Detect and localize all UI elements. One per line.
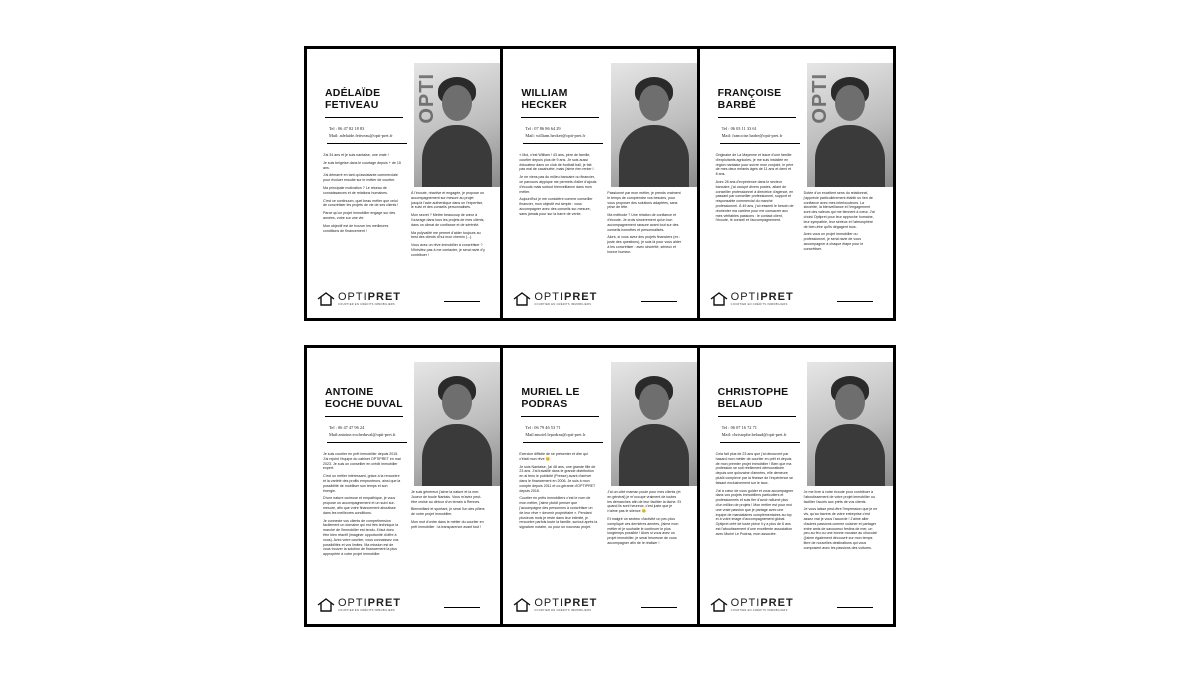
- bio-para: Je suis Nantaise, j'ai 48 ans, une grande fille de 23 ans. J'ai travaillé dans le grande distribution en ai tenu le publicité (Presse) avant d'arriver dans le financement en 2006. Je suis à mon compte depuis 2011 et co-gérante d'OPTIPRET depuis 2016.: [519, 464, 596, 493]
- divider: [521, 117, 599, 118]
- bio-right: [411, 191, 485, 261]
- bio-para: Je ne viens pas du milieu bancaire ou financier, ce parcours atypique me permets d'aller d'ajouts d'écouts mais surtout bienveillance dans mon métier.: [519, 175, 597, 194]
- bio-para: Aujourd'hui je me considère comme conseiller financier, mon objectif est simple : vous accompagner avec des conseils sur-mesure, sans jamais pour sur la barre de vente.: [519, 197, 593, 216]
- logo-word-second: PRET: [367, 597, 402, 609]
- optipret-logo: [710, 598, 794, 612]
- bio-left: [716, 153, 794, 226]
- head-shape: [835, 85, 865, 121]
- bio-left: [323, 153, 401, 236]
- divider: [327, 442, 407, 443]
- bio-para: « Moi, c'est William ! 43 ans, père de famille, courtier depuis plus de 9 ans. Je suis aussi éducateur dans un club de football ball, je fait pas mal de cacahuète, mais j'aime rien renier !.: [519, 153, 595, 172]
- advisor-photo: [807, 362, 893, 486]
- logo-tagline: COURTIER EN CRÉDITS IMMOBILIERS: [338, 609, 395, 612]
- body-shape: [619, 125, 689, 187]
- advisor-photo: [611, 362, 697, 486]
- contact-block: [722, 125, 800, 139]
- logo-word-first: OPTI: [534, 291, 564, 303]
- bio-para: Je suis belgeise dans le courtage depuis + de 15 ans.: [323, 160, 401, 170]
- phone: Tel : 06 79 46 53 71: [525, 425, 561, 430]
- bio-para: Mon secret ? Mettre beaucoup de cœur à l'ouvrage dans tous les projets de mes clients, dans un climat de confiance et de sérénité.: [411, 213, 485, 227]
- body-shape: [815, 125, 885, 187]
- email: Mail:muriel.lepodras@opti-pret.fr: [525, 432, 586, 437]
- bio-left: [716, 452, 794, 540]
- house-icon: [317, 598, 335, 612]
- divider: [523, 143, 603, 144]
- logo-tagline: COURTIER EN CRÉDITS IMMOBILIERS: [338, 303, 395, 306]
- bio-para: C'est ce continuum, quel beau métier que celui de concrétiser les projets de vie de ses clients !: [323, 198, 399, 208]
- bio-para: Cela fait plus de 23 ans que j'ai découvert par hasard mon métier de courtier en prêt et depuis de mon premier projet immobilier ! Bien que ma profession se soit réellement démocratisée depuis une quinzaine d'années, elle demeure plutôt complexe par la finesse de l'expérience se faisant exclusivement sur le taux.: [715, 452, 794, 485]
- signature-line: [444, 607, 480, 608]
- email: Mail:antoine.eocheduval@opti-pret.fr: [329, 432, 396, 437]
- signature-line: [641, 301, 677, 302]
- advisor-name: MURIEL LE PODRAS: [521, 386, 580, 410]
- bio-left: [519, 452, 597, 533]
- bio-para: J'ai 34 ans et je suis nantaise, une vraie !: [323, 153, 389, 157]
- bio-right: [607, 191, 681, 258]
- logo-word-first: OPTI: [338, 597, 368, 609]
- body-shape: [422, 125, 492, 187]
- bio-para: Je vous laisse peut-être l'impression que je ne vis, qu'au travers de votre entreprise c'est assez vrai je vous l'accorde ! J'aime aller d'autres passions comme cuisiner et partager entre amis de savoureux festins de mer, un peu au feu ou une bonne mousse au chocolat (j'aime également découvrir sur mon temps libre de nouvelles destinations qui vous composent avec les passions des voitures.: [803, 507, 878, 550]
- bio-para: Je suis courtier en prêt immobilier depuis 2015. J'ai rejoint l'équipe du cabinet OPTIPRET en mai 2023. Je suis un conseiller en crédit immobilier expert.: [323, 452, 401, 471]
- bio-para: Ma principale motivation ? Le réseau de connaissances et de relations humaines.: [323, 185, 388, 195]
- bio-para: C'est un métier intéressant, grâce à la rencontre et la variété des profils emprunteurs, ainsi que la possibilité de mobiliser son temps et son énergie.: [323, 474, 401, 493]
- logo-word-second: PRET: [367, 291, 402, 303]
- phone: Tel : 06 03 11 33 61: [721, 126, 757, 131]
- advisor-name: ANTOINE EOCHE DUVAL: [325, 386, 403, 410]
- logo-word-second: PRET: [564, 291, 598, 303]
- bio-para: J'ai à cœur de vous guider et vous accompagner dans vos projets immobiliers particuliers et professionnels et suis fier d'avoir rallumé plus d'un million de projets ! Mon métier est pour moi une vraie passion que je partage avec une équipe de mandataires complémentaires au top et à votre image d'accompagnement global. Optipret créé de toute pièce il y a plus de 6 ans est l'aboutissement d'une excellente association avec Muriel Le Podras, mon associée.: [715, 488, 794, 536]
- head-shape: [442, 85, 472, 121]
- divider: [325, 117, 403, 118]
- phone: Tel : 07 86 86 64 29: [525, 126, 561, 131]
- advisor-photo: [611, 63, 697, 187]
- bio-para: Passionné par mon métier, je prends vraiment le temps de comprendre vos besoins, pour vous proposer des solutions adaptées, sans prise de tête.: [607, 191, 681, 210]
- advisor-card-3: [700, 49, 893, 318]
- divider: [523, 442, 603, 443]
- phone: Tel : 06 47 47 96 24: [329, 425, 365, 430]
- contact-block: [329, 125, 407, 139]
- divider: [718, 117, 796, 118]
- phone: Tel : 06 07 16 72 71: [721, 425, 757, 430]
- logo-tagline: COURTIER EN CRÉDITS IMMOBILIERS: [534, 303, 592, 306]
- logo-tagline: COURTIER EN CRÉDITS IMMOBILIERS: [534, 609, 592, 612]
- body-shape: [619, 424, 689, 486]
- bio-para: J'ai démarré en tant qu'assistante commerciale pour évoluer ensuite sur le métier de courtier.: [323, 173, 398, 183]
- bio-para: Parce qu'un projet immobilier engage sur des années, votre sur une vie.: [323, 211, 396, 220]
- bio-para: D'une nature curieuse et empathique, je vous propose un accompagnement et un suivi sur-mesure, afin que votre financement aboutisse dans les meilleures conditions.: [323, 496, 396, 515]
- email: Mail: william.hecker@opti-pret.fr: [525, 133, 586, 138]
- bio-para: Vous avez un rêve immobilier à concrétiser ? N'hésitez pas à me contacter, je serai ravie d'y contribuer !: [411, 243, 485, 257]
- brand-banner: OPTI: [416, 73, 439, 124]
- bio-para: Avec 28 ans d'expérience dans le secteur bancaire, j'ai occupé divers postes, allant de conseiller professionnel à directrice d'agence, en passant par conseiller professionnel, support et responsable commercial du marché professionnel. À 49 ans, j'ai ressenti le besoin de réorienter ma carrière pour me consacrer aux mes véritables passions : le contact client, l'écoute, le conseil et l'accompagnement.: [715, 179, 794, 223]
- head-shape: [639, 85, 669, 121]
- divider: [325, 416, 403, 417]
- advisor-card-5: [503, 348, 696, 624]
- bio-para: Mon mot d'ordre dans le métier du courtier en prêt immobilier : la transparence avant tout !: [411, 519, 484, 529]
- advisor-card-1: [307, 49, 500, 318]
- advisor-card-6: [700, 348, 893, 624]
- head-shape: [639, 384, 669, 420]
- bio-para: Je connecte vos clients de compréhension facilement un domaine qui est très technique la marché de l'immobilier est tendu. Il faut donc être bien réactif (imaginer opportunité d'offre à vous). Avec votre courtier, vous connaissez vos possibilités et vos limites. Ma mission est de vous trouver la solution de financement la plus appropriée à votre projet immobilier.: [323, 518, 399, 557]
- bio-right: [804, 490, 878, 554]
- bio-para: Avec vous un projet immobilier ou professionnel, je serai ravie de vous accompagner à chaque étape pour le concrétiser.: [803, 232, 864, 251]
- bio-para: Bienveillant et sportant, je serai l'un des piliers de votre projet immobilier.: [411, 507, 485, 517]
- advisor-photo: [807, 63, 893, 187]
- advisor-photo: [414, 362, 500, 486]
- house-icon: [513, 292, 531, 306]
- logo-word-second: PRET: [760, 597, 794, 609]
- bio-para: Je suis généreux j'aime la nature et la mer. Joueur de boule Nantais. Vous m'avez peut-être croisé au détour d'un terrain à Rennes.: [411, 490, 482, 504]
- signature-line: [641, 607, 677, 608]
- logo-tagline: COURTIER EN CRÉDITS IMMOBILIERS: [730, 303, 788, 306]
- logo-word-first: OPTI: [730, 291, 761, 303]
- contact-block: [525, 424, 603, 438]
- bio-para: Mon objectif est de trouver les meilleures conditions de financement !: [323, 223, 389, 233]
- signature-line: [444, 301, 480, 302]
- optipret-logo: [513, 292, 597, 306]
- logo-word-first: OPTI: [730, 597, 761, 609]
- bio-para: À l'écoute, réactive et engagée, je propose un accompagnement sur mesure au projet jusqu'à l'acte authentique dans un l'expertise, le suivi et des conseils personnalisés.: [411, 191, 485, 210]
- house-icon: [710, 598, 728, 612]
- advisor-name: FRANÇOISE BARBÉ: [717, 87, 782, 111]
- logo-word-first: OPTI: [338, 291, 368, 303]
- bio-para: Ma polyvalité me permet d'aider toujours au best des clients d'hui mon chemin (...).: [411, 230, 481, 240]
- optipret-logo: [513, 598, 597, 612]
- bio-para: Exercice difficile de se présenter et dire qui c'était mon rêve 😊.: [519, 452, 588, 461]
- divider: [718, 416, 796, 417]
- bio-right: [411, 490, 485, 533]
- body-shape: [815, 424, 885, 486]
- bio-para: Et malgré un secteur d'activité un peu plus compliqué ces dernières années, j'aime mon métier et je souhaite le continuer le plus longtemps possible ! Alors si vous avez un projet immobilier, je serai heureuse de vous accompagner afin de le réaliser !: [607, 516, 679, 545]
- advisor-name: CHRISTOPHE BELAUD: [717, 386, 789, 410]
- head-shape: [835, 384, 865, 420]
- bio-right: [607, 490, 681, 549]
- email: Mail: christophe.belaud@opti-pret.fr: [721, 432, 787, 437]
- bio-para: Courtier en prêts immobiliers c'est le nom de mon métier, j'aime plutôt penser que j'accompagne des personnes à concrétiser un de leur rêve « devenir propriétaire ». Pendant plusieurs mois je reste dans leur intimité, je rencontre parfois toute la famille, surtout après la signature notaire, ou pour un nouveau projet.: [519, 496, 598, 530]
- bio-para: Dotée d'un excellent sens du relationnel, j'apprécie particulièrement établir un lien de confiance avec mes interlocuteurs. La sincérité, la bienveillance et l'engagement sont des valeurs qui me tiennent à cœur. J'ai choisi Optipret pour leur approche humaine, leur sympathie, leur sérieux et l'atmosphère de bien-être qu'ils dégagent tous.: [803, 191, 875, 229]
- body-shape: [422, 424, 492, 486]
- logo-word-first: OPTI: [534, 597, 564, 609]
- logo-word-second: PRET: [760, 291, 794, 303]
- email: Mail: francoise.barbe@opti-pret.fr: [721, 133, 783, 138]
- advisor-card-2: [503, 49, 696, 318]
- bottom-page-frame: [304, 345, 896, 627]
- bio-para: Je me livre à votre écoute pour contribuer à l'aboutissement de votre projet immobilier ou faciliter l'accès aux prêts de vos clients.: [803, 490, 875, 504]
- signature-line: [837, 301, 873, 302]
- bio-left: [323, 452, 401, 560]
- house-icon: [710, 292, 728, 306]
- bio-para: Ma méthode ? Une relation de confiance et d'écoute. Je crois sincèrement qu'un bon accompagnement rassure avant tout sur des conseils honnêtes et personnalisés.: [607, 213, 679, 232]
- advisor-card-4: [307, 348, 500, 624]
- phone: Tel : 06 47 82 18 83: [329, 126, 365, 131]
- bio-right: [804, 191, 878, 255]
- house-icon: [513, 598, 531, 612]
- divider: [720, 143, 800, 144]
- bio-left: [519, 153, 597, 220]
- contact-block: [329, 424, 407, 438]
- head-shape: [442, 384, 472, 420]
- optipret-logo: [710, 292, 794, 306]
- advisor-name: WILLIAM HECKER: [521, 87, 568, 111]
- brand-banner: OPTI: [808, 73, 831, 124]
- email: Mail: adelaide.fetiveau@opti-pret.fr: [329, 133, 393, 138]
- divider: [327, 143, 407, 144]
- advisor-name: ADÉLAÏDE FETIVEAU: [325, 87, 381, 111]
- logo-tagline: COURTIER EN CRÉDITS IMMOBILIERS: [730, 609, 788, 612]
- top-page-frame: [304, 46, 896, 321]
- bio-para: Alors, si vous avez des projets financiers (ex : juste des questions), je suis là pour vous aider à les concrétiser : avec sincérité, sérieux et bonne humeur.: [607, 235, 682, 254]
- divider: [720, 442, 800, 443]
- house-icon: [317, 292, 335, 306]
- signature-line: [837, 607, 873, 608]
- divider: [521, 416, 599, 417]
- logo-word-second: PRET: [564, 597, 598, 609]
- contact-block: [525, 125, 603, 139]
- advisor-photo: [414, 63, 500, 187]
- bio-para: Originaire de La Mayenne et issue d'une famille d'exploitants agricoles, je me suis installée en région nantaise pour suivre mon conjoint, le père de mes deux enfants âgés de 11 ans et demi et 8 ans.: [715, 153, 794, 177]
- bio-para: J'ai un côté maman poule pour mes clients (et en général) je m'occupe vraiment de toutes les démarches afin de leur faciliter la tâche. Et quand ils sont heureux, c'est juste que je n'aime pas le silence 😊.: [607, 490, 681, 514]
- optipret-logo: [317, 292, 401, 306]
- contact-block: [722, 424, 800, 438]
- optipret-logo: [317, 598, 401, 612]
